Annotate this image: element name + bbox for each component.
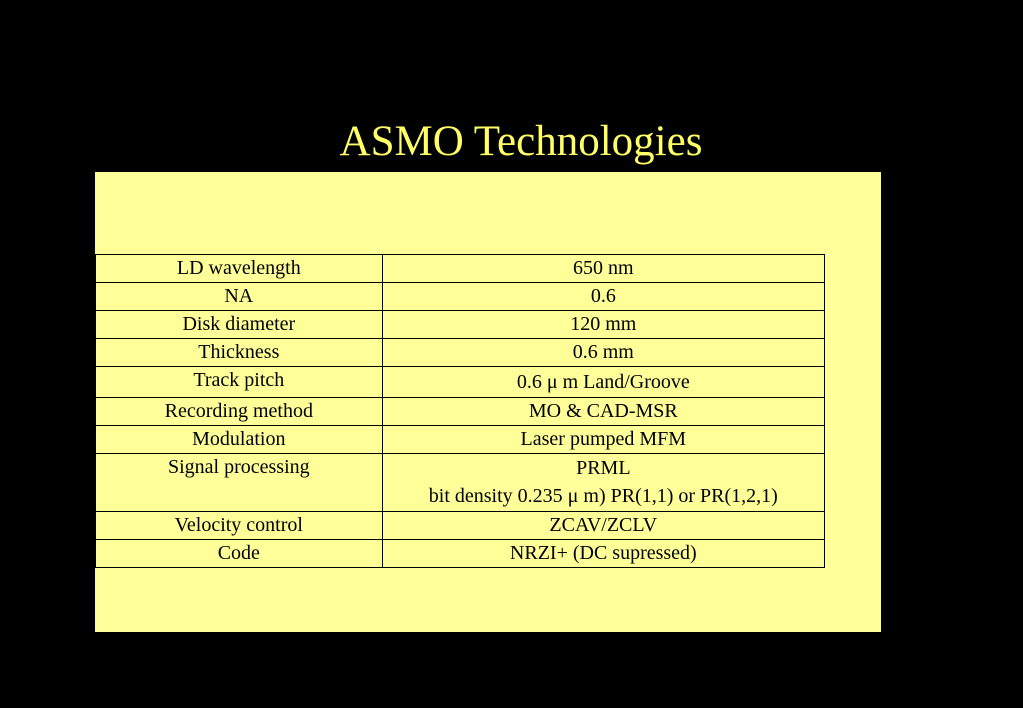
row-label: Modulation (96, 426, 383, 454)
row-value: 0.6 (382, 283, 824, 311)
row-label: LD wavelength (96, 255, 383, 283)
table-row (96, 311, 825, 339)
row-label: Code (96, 540, 383, 568)
row-value-line-2: bit density 0.235 μ m) PR(1,1) or PR(1,2,1) (428, 485, 778, 507)
table-row (96, 339, 825, 367)
row-label: Disk diameter (96, 311, 383, 339)
row-value: ZCAV/ZCLV (382, 512, 824, 540)
row-label: Signal processing (96, 454, 383, 512)
row-label: Track pitch (96, 367, 383, 398)
row-label: NA (96, 283, 383, 311)
row-value: 120 mm (382, 311, 824, 339)
table-row (96, 398, 825, 426)
row-value: NRZI+ (DC supressed) (382, 540, 824, 568)
row-label: Velocity control (96, 512, 383, 540)
content-panel (95, 172, 881, 632)
table-row (96, 283, 825, 311)
row-label: Recording method (96, 398, 383, 426)
table-row (96, 426, 825, 454)
row-value: Laser pumped MFM (382, 426, 824, 454)
table-row (96, 367, 825, 398)
row-value (382, 454, 824, 512)
table-row (96, 454, 825, 512)
row-label: Thickness (96, 339, 383, 367)
table-row (96, 255, 825, 283)
slide-title: ASMO Technologies (339, 118, 703, 165)
table-row (96, 512, 825, 540)
row-value: MO & CAD-MSR (382, 398, 824, 426)
row-value: 0.6 mm (382, 339, 824, 367)
spec-table (95, 254, 825, 568)
row-value-line-1: PRML (576, 457, 631, 479)
row-value: 650 nm (382, 255, 824, 283)
row-value: 0.6 μ m Land/Groove (382, 367, 824, 398)
table-row (96, 540, 825, 568)
